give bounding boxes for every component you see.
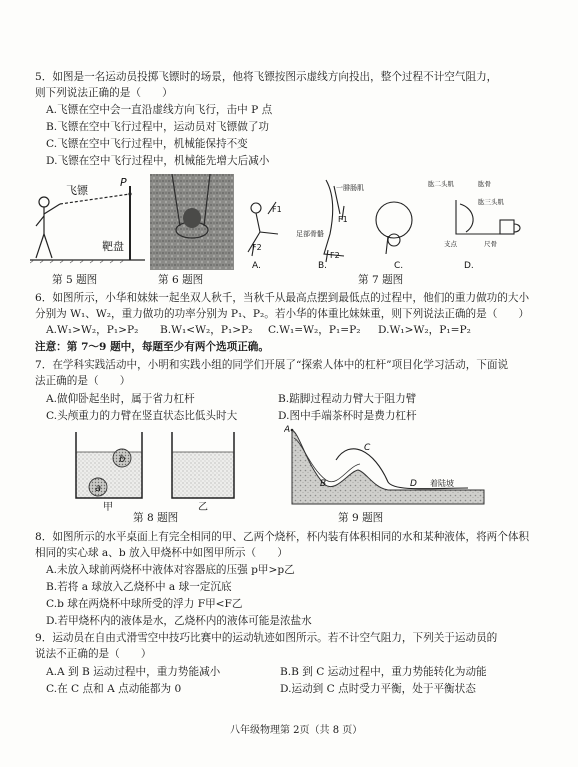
q9-option-d: D.运动到 C 点时受力平衡，处于平衡状态 (280, 683, 476, 695)
beaker-yi-label: 乙 (198, 502, 208, 512)
figure-6-caption: 第 6 题图 (158, 274, 204, 286)
q9-stem-line2: 说法不正确的是（ ） (35, 648, 152, 660)
fig7-b-f1: F1 (338, 215, 348, 224)
point-p-marker (128, 192, 131, 195)
board-label: 靶盘 (102, 240, 124, 253)
q6-option-a: A.W₁>W₂，P₁>P₂ (46, 324, 139, 336)
q8-option-c: C.b 球在两烧杯中球所受的浮力 F甲<F乙 (46, 598, 243, 610)
fig7-b-f2: F2 (330, 251, 340, 260)
page-footer: 八年级物理第 2页（共 8 页） (230, 725, 363, 736)
figure-6-swing-photo (150, 174, 234, 270)
figure-5-caption: 第 5 题图 (52, 274, 98, 286)
q7-option-a: A.做仰卧起坐时，属于省力杠杆 (46, 393, 195, 405)
fig7-option-b: B. (318, 261, 328, 270)
q8-stem-line2: 相同的实心球 a、b 放入甲烧杯中如图甲所示（ ） (35, 547, 288, 559)
q9-option-b: B.B 到 C 运动过程中，重力势能转化为动能 (280, 666, 487, 678)
q9-stem-line1: 9．运动员在自由式滑雪空中技巧比赛中的运动轨迹如图所示。若不计空气阻力，下列关于运动员的 (35, 632, 498, 644)
q8-option-d: D.若甲烧杯内的液体是水，乙烧杯内的液体可能是浓盐水 (46, 615, 312, 627)
q8-option-a: A.未放入球前两烧杯中液体对容器底的压强 p甲>p乙 (46, 564, 295, 576)
fig7-biceps-label: 肱二头肌 (428, 180, 454, 188)
point-p-label: P (120, 176, 127, 189)
q7-stem-line2: 法正确的是（ ） (35, 375, 131, 387)
beaker-jia-label: 甲 (103, 502, 113, 512)
q5-option-c: C.飞镖在空中飞行过程中，机械能保持不变 (46, 138, 248, 150)
fig7-a-f1: F1 (272, 205, 282, 214)
figure-8-beakers (70, 430, 240, 512)
fig7-humerus-label: 肱骨 (478, 180, 491, 188)
fig7-pivot-label: 支点 (444, 240, 457, 248)
point-d-label: D (410, 479, 417, 489)
q6-option-b: B.W₁<W₂，P₁>P₂ (160, 324, 253, 336)
q5-stem-line1: 5．如图是一名运动员投掷飞镖时的场景，他将飞镖按图示虚线方向投出，整个过程不计空气阻力， (35, 71, 498, 83)
figure-8-caption: 第 8 题图 (133, 512, 179, 524)
q6-option-c: C.W₁=W₂，P₁=P₂ (268, 324, 361, 336)
figure-9-ski-trajectory (284, 424, 494, 506)
q7-option-d: D.图中手端茶杯时是费力杠杆 (278, 410, 417, 422)
fig7-option-c: C. (394, 261, 404, 270)
q5-option-a: A.飞镖在空中会一直沿虚线方向飞行，击中 P 点 (46, 104, 273, 116)
q8-stem-line1: 8．如图所示的水平桌面上有完全相同的甲、乙两个烧杯，杯内装有体积相同的水和某种液体，将两个体积 (35, 531, 530, 543)
fig7-muscle-label: 一腓肠肌 (336, 184, 364, 192)
dart-label: 飞镖 (66, 184, 88, 197)
q7-option-b: B.踮脚过程动力臂大于阻力臂 (278, 393, 417, 405)
fig7-option-d: D. (464, 261, 474, 270)
q9-option-c: C.在 C 点和 A 点动能都为 0 (46, 683, 182, 695)
q9-option-a: A.A 到 B 运动过程中，重力势能减小 (46, 666, 221, 678)
q7-stem-line1: 7．在学科实践活动中，小明和实践小组的同学们开展了“探索人体中的杠杆”项目化学习活动，下面说 (35, 359, 509, 371)
q5-option-b: B.飞镖在空中飞行过程中，运动员对飞镖做了功 (46, 121, 270, 133)
ball-b-label: b (119, 454, 126, 465)
q6-stem-line1: 6．如图所示，小华和妹妹一起坐双人秋千，当秋千从最高点摆到最低点的过程中，他们的重力做功的大小 (35, 292, 530, 304)
point-c-label: C (364, 443, 371, 453)
point-b-label: B (320, 479, 327, 489)
q6-option-d: D.W₁>W₂，P₁=P₂ (378, 324, 471, 336)
fig7-triceps-label: 肱三头肌 (478, 198, 504, 206)
point-a-label: A (284, 425, 291, 435)
q5-option-d: D.飞镖在空中飞行过程中，机械能先增大后减小 (46, 155, 270, 167)
ball-a-label: a (95, 483, 102, 494)
figure-7-caption: 第 7 题图 (358, 274, 404, 286)
fig7-bone-label: 足部骨骼 (296, 230, 324, 238)
fig7-ulna-label: 尺骨 (484, 240, 497, 248)
figure-9-caption: 第 9 题图 (338, 512, 384, 524)
figure-7-human-levers (238, 174, 538, 270)
q5-stem-line2: 则下列说法正确的是（ ） (35, 87, 173, 99)
multi-answer-note: 注意：第 7～9 题中，每题至少有两个选项正确。 (35, 341, 269, 353)
q6-stem-line2: 分别为 W₁、W₂，重力做功的功率分别为 P₁、P₂。若小华的体重比妹妹重，则下列说法正确的是（ ） (35, 308, 530, 320)
figure-5-dart-thrower (30, 172, 150, 272)
landing-slope-label: 着陆坡 (430, 479, 454, 488)
fig7-option-a: A. (252, 261, 261, 270)
q7-option-c: C.头颅重力的力臂在竖直状态比低头时大 (46, 410, 238, 422)
q8-option-b: B.若将 a 球放入乙烧杯中 a 球一定沉底 (46, 581, 232, 593)
fig7-a-f2: F2 (252, 243, 262, 252)
